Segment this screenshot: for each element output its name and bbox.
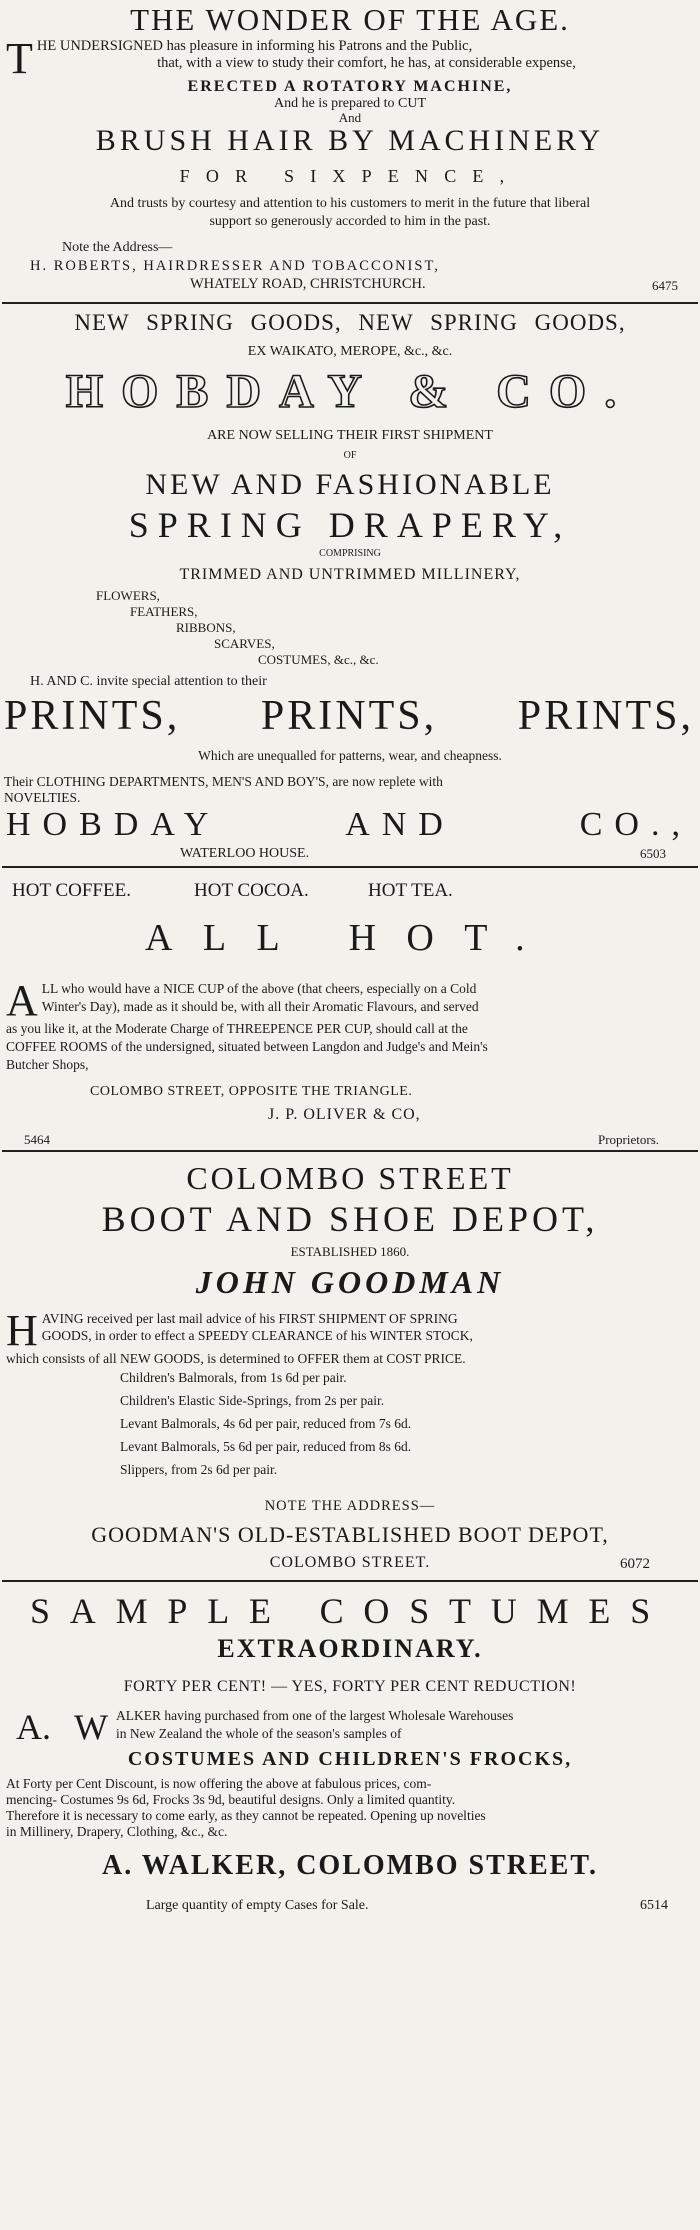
ad4-price-list	[120, 1366, 411, 1481]
ad2-signature-co: CO.,	[579, 806, 692, 843]
ad2-ex: EX WAIKATO, MEROPE, &c., &c.	[247, 344, 453, 359]
ad2-comprising: COMPRISING	[319, 548, 381, 559]
ad1-intro	[6, 34, 696, 83]
ad1-brush-hair: BRUSH HAIR BY MACHINERY	[95, 124, 605, 157]
ad2-prints-3: PRINTS,	[517, 693, 694, 739]
price-item: Slippers, from 2s 6d per pair.	[120, 1462, 278, 1477]
ad1-prepared: And he is prepared to CUT	[273, 96, 427, 111]
ad5-body3: At Forty per Cent Discount, is now offering the above at fabulous prices, com-	[6, 1776, 432, 1791]
ad3-body2: Winter's Day), made as it should be, with all their Aromatic Flavours, and served	[41, 999, 479, 1014]
ad2-ref: 6503	[640, 846, 666, 861]
ad4-depot: GOODMAN'S OLD-ESTABLISHED BOOT DEPOT,	[91, 1522, 609, 1547]
ad3-ref: 5464	[24, 1132, 50, 1147]
ad5-forty: FORTY PER CENT! — YES, FORTY PER CENT REDUCTION!	[123, 1678, 577, 1695]
ad3-drop-initial: A	[6, 976, 38, 1025]
ad4-head1: COLOMBO STREET	[186, 1160, 514, 1196]
ad3-body5: Butcher Shops,	[6, 1057, 89, 1072]
ad1-body1: And trusts by courtesy and attention to his customers to merit in the future that liberal	[109, 196, 591, 211]
price-item: Levant Balmorals, 4s 6d per pair, reduced from 7s 6d.	[120, 1416, 412, 1431]
ad2-signature-hobday: HOBDAY	[6, 806, 221, 843]
ad1-headline: THE WONDER OF THE AGE.	[130, 2, 570, 37]
ad3-address: COLOMBO STREET, OPPOSITE THE TRIANGLE.	[90, 1084, 413, 1099]
ad3-drink-coffee: HOT COFFEE.	[12, 880, 131, 901]
ad4-head2: BOOT AND SHOE DEPOT,	[101, 1199, 599, 1239]
divider-4	[2, 1580, 698, 1582]
ad5-initial-w: W	[74, 1707, 108, 1747]
ad2-spring-drapery: SPRING DRAPERY,	[128, 505, 572, 545]
ad4-drop-initial: H	[6, 1306, 38, 1355]
ad5-body5: Therefore it is necessary to come early, as they cannot be repeated. Opening up novelties	[6, 1808, 486, 1823]
ad5-costumes: COSTUMES AND CHILDREN'S FROCKS,	[127, 1748, 573, 1770]
ad2-signature	[6, 806, 692, 844]
ad3-body1: LL who would have a NICE CUP of the above (that cheers, especially on a Cold	[41, 981, 477, 996]
ad3-proprietor: J. P. OLIVER & CO,	[268, 1106, 421, 1123]
ad5-body	[6, 1776, 696, 1840]
ad4-body1: AVING received per last mail advice of his FIRST SHIPMENT OF SPRING	[41, 1311, 458, 1326]
ad5-head2: EXTRAORDINARY.	[217, 1634, 483, 1663]
ad4-name: JOHN GOODMAN	[195, 1264, 505, 1300]
ad2-prints-2: PRINTS,	[260, 693, 438, 739]
price-item: Levant Balmorals, 5s 6d per pair, reduced from 8s 6d.	[120, 1439, 412, 1454]
price-item: Children's Elastic Side-Springs, from 2s per pair.	[120, 1393, 385, 1408]
ad4-street: COLOMBO STREET.	[269, 1554, 431, 1571]
ad1-address2: WHATELY ROAD, CHRISTCHURCH.	[190, 276, 426, 292]
ad1-and: And	[338, 110, 362, 125]
ad1-address1: H. ROBERTS, HAIRDRESSER AND TOBACCONIST,	[30, 258, 440, 274]
ad2-prints-1: PRINTS,	[4, 693, 181, 739]
ad3-body3: as you like it, at the Moderate Charge of THREEPENCE PER CUP, should call at the	[6, 1021, 468, 1036]
ad3-body	[6, 976, 696, 1074]
ad3-body4: COFFEE ROOMS of the undersigned, situated between Langdon and Judge's and Mein's	[6, 1039, 488, 1054]
ad3-drink-tea: HOT TEA.	[368, 880, 453, 901]
divider-2	[2, 866, 698, 868]
ad2-headline: NEW SPRING GOODS, NEW SPRING GOODS,	[74, 310, 626, 335]
ad3-drink-cocoa: HOT COCOA.	[194, 880, 309, 901]
ad2-of: OF	[343, 450, 357, 461]
ad4-body3: which consists of all NEW GOODS, is determined to OFFER them at COST PRICE.	[6, 1351, 466, 1366]
ad3-proprietors: Proprietors.	[598, 1132, 660, 1147]
ad5-signature: A. WALKER, COLOMBO STREET.	[102, 1850, 598, 1881]
price-item: Children's Balmorals, from 1s 6d per pair.	[120, 1370, 347, 1385]
ad4-body	[6, 1306, 696, 1367]
ad2-clothing2: NOVELTIES.	[4, 790, 81, 805]
ad1-for-sixpence: FOR SIXPENCE,	[179, 166, 521, 186]
ad4-ref: 6072	[620, 1556, 650, 1572]
ad2-selling: ARE NOW SELLING THEIR FIRST SHIPMENT	[207, 428, 493, 443]
ad2-item-feathers: FEATHERS,	[130, 604, 198, 619]
ad4-body2: GOODS, in order to effect a SPEEDY CLEARANCE of his WINTER STOCK,	[41, 1328, 473, 1343]
ad5-cases: Large quantity of empty Cases for Sale.	[146, 1898, 369, 1913]
ad2-house: WATERLOO HOUSE.	[180, 846, 310, 861]
ad5-body6: in Millinery, Drapery, Clothing, &c., &c.	[6, 1824, 228, 1839]
ad5-head1: SAMPLE COSTUMES	[29, 1591, 671, 1631]
ad2-prints-row	[4, 692, 694, 740]
ad2-brand: HOBDAY & CO.	[65, 365, 635, 418]
ad5-body4: mencing- Costumes 9s 6d, Frocks 3s 9d, beautiful designs. Only a limited quantity.	[6, 1792, 456, 1807]
ad2-attention: H. AND C. invite special attention to their	[30, 674, 267, 689]
ad5-body1: ALKER having purchased from one of the largest Wholesale Warehouses	[116, 1708, 514, 1723]
ad1-body2: support so generously accorded to him in the past.	[209, 214, 491, 229]
ad1-erected: ERECTED A ROTATORY MACHINE,	[187, 78, 513, 95]
ad2-item-costumes: COSTUMES, &c., &c.	[258, 652, 379, 667]
ad2-item-flowers: FLOWERS,	[96, 588, 160, 603]
ad1-intro-line1: HE UNDERSIGNED has pleasure in informing his Patrons and the Public,	[36, 38, 473, 54]
ad2-item-ribbons: RIBBONS,	[176, 620, 236, 635]
ad4-established: ESTABLISHED 1860.	[290, 1244, 410, 1259]
divider-3	[2, 1150, 698, 1152]
ad2-signature-and: AND	[345, 806, 455, 843]
ad2-new-fashionable: NEW AND FASHIONABLE	[145, 468, 555, 501]
ad1-note: Note the Address—	[62, 240, 173, 255]
ad3-headline: ALL HOT.	[145, 917, 555, 959]
ad2-item-scarves: SCARVES,	[214, 636, 275, 651]
ad5-body2: in New Zealand the whole of the season's samples of	[116, 1726, 402, 1741]
ad5-ref: 6514	[640, 1898, 668, 1913]
divider-1	[2, 302, 698, 304]
ad2-millinery: TRIMMED AND UNTRIMMED MILLINERY,	[179, 566, 521, 583]
ad4-note: NOTE THE ADDRESS—	[264, 1498, 436, 1514]
ad1-intro-line2: that, with a view to study their comfort, he has, at considerable expense,	[157, 55, 576, 71]
ad1-drop-initial: T	[6, 34, 33, 83]
ad2-unequalled: Which are unequalled for patterns, wear, and cheapness.	[198, 748, 502, 763]
ad1-ref: 6475	[652, 278, 678, 293]
ad5-initial-a: A.	[16, 1707, 51, 1747]
ad2-clothing1: Their CLOTHING DEPARTMENTS, MEN'S AND BOY'S, are now replete with	[4, 774, 443, 789]
